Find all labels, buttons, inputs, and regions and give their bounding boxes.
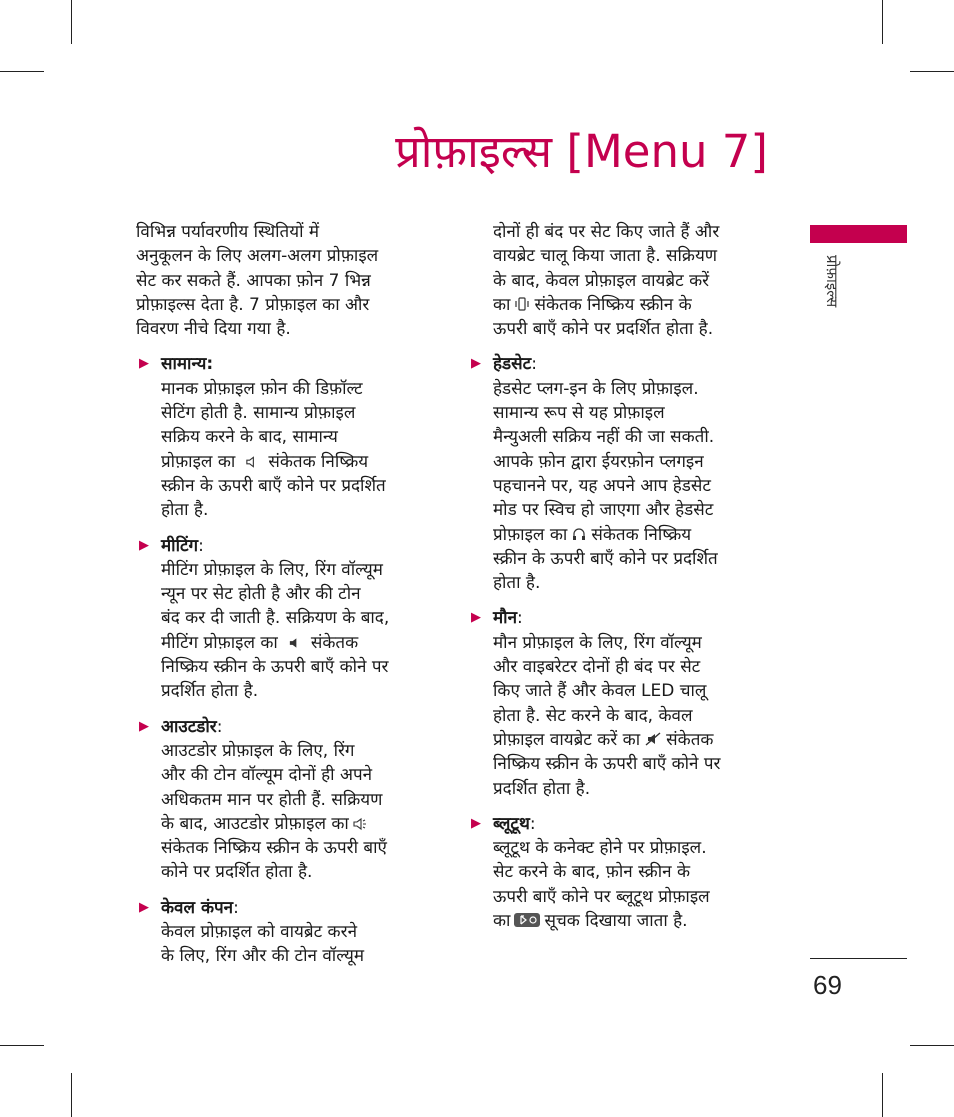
crop-mark <box>910 71 954 72</box>
section-tab-bar <box>810 225 907 243</box>
bluetooth-icon <box>514 912 540 928</box>
page-number: 69 <box>813 970 842 1000</box>
profile-name: केवल कंपन <box>161 897 234 918</box>
profile-name: ब्लूटूथ <box>493 813 530 834</box>
crop-mark <box>882 1073 883 1117</box>
headset-icon <box>571 526 587 542</box>
section-tab-label: प्रोफ़ाइल्स <box>823 255 841 308</box>
profile-name: सामान्य: <box>161 354 214 375</box>
bullet-arrow-icon: ▶ <box>139 356 149 372</box>
profile-entry-vibrate-only: ▶ केवल कंपन: केवल प्रोफ़ाइल को वायब्रेट करने के लिए, रिंग और की टोन वॉल्यूम <box>139 897 364 967</box>
profile-entry-vibrate-only-continued: दोनों ही बंद पर सेट किए जाते हैं और वायब्रेट चालू किया जाता है. सक्रियण के बाद, केवल प्रोफ़ाइल वायब्रेट करें का संकेतक निष्क्रिय स्क्रीन के ऊपरी बाएँ कोने पर प्रदर्शित होता है. <box>493 222 720 340</box>
crop-mark <box>0 71 44 72</box>
bullet-arrow-icon: ▶ <box>471 356 481 372</box>
profile-name: हेडसेट <box>493 354 532 375</box>
bullet-arrow-icon: ▶ <box>139 718 149 734</box>
crop-mark <box>882 0 883 44</box>
bullet-arrow-icon: ▶ <box>471 815 481 831</box>
profile-entry-bluetooth: ▶ ब्लूटूथ: ब्लूटूथ के कनेक्ट होने पर प्रोफ़ाइल. सेट करने के बाद, फ़ोन स्क्रीन के ऊपरी बाएँ कोने पर ब्लूटूथ प्रोफ़ाइल का सूचक दिखाया जाता है. <box>471 813 710 932</box>
profile-name: मौन <box>493 608 518 629</box>
silent-icon <box>644 731 662 747</box>
profile-entry-general: ▶ सामान्य: मानक प्रोफ़ाइल फ़ोन की डिफ़ॉल्ट सेटिंग होती है. सामान्य प्रोफ़ाइल सक्रिय करने के बाद, सामान्य प्रोफ़ाइल का संकेतक निष्क्रिय स्क्रीन के ऊपरी बाएँ कोने पर प्रदर्शित होता है. <box>139 354 386 521</box>
profile-name: मीटिंग <box>161 535 199 556</box>
profile-entry-headset: ▶ हेडसेट: हेडसेट प्लग-इन के लिए प्रोफ़ाइल. सामान्य रूप से यह प्रोफ़ाइल मैन्युअली सक्रिय नहीं की जा सकती. आपके फ़ोन द्वारा ईयरफ़ोन प्लगइन पहचानने पर, यह अपने आप हेडसेट मोड पर स्विच हो जाएगा और हेडसेट प्रोफ़ाइल का संकेतक निष्क्रिय स्क्रीन के ऊपरी बाएँ कोने पर प्रदर्शित होता है. <box>471 354 718 594</box>
crop-mark <box>910 1045 954 1046</box>
left-column <box>136 220 442 969</box>
bullet-arrow-icon: ▶ <box>471 610 481 626</box>
right-column <box>471 220 799 933</box>
crop-mark <box>71 0 72 44</box>
crop-mark <box>0 1045 44 1046</box>
page-title: प्रोफ़ाइल्स [Menu 7] <box>395 125 768 178</box>
profile-entry-outdoor: ▶ आउटडोर: आउटडोर प्रोफ़ाइल के लिए, रिंग और की टोन वॉल्यूम दोनों ही अपने अधिकतम मान पर होती हैं. सक्रियण के बाद, आउटडोर प्रोफ़ाइल का संकेतक निष्क्रिय स्क्रीन के ऊपरी बाएँ कोने पर प्रदर्शित होता है. <box>139 716 387 883</box>
profile-entry-silent: ▶ मौन: मौन प्रोफ़ाइल के लिए, रिंग वॉल्यूम और वाइबरेटर दोनों ही बंद पर सेट किए जाते हैं और केवल LED चालू होता है. सेट करने के बाद, केवल प्रोफ़ाइल वायब्रेट करें का संकेतक निष्क्रिय स्क्रीन के ऊपरी बाएँ कोने पर प्रदर्शित होता है. <box>471 608 721 799</box>
bullet-arrow-icon: ▶ <box>139 537 149 553</box>
bullet-arrow-icon: ▶ <box>139 899 149 915</box>
page-number-rule <box>810 958 907 959</box>
crop-mark <box>71 1073 72 1117</box>
speaker-icon <box>245 455 258 469</box>
profile-entry-meeting: ▶ मीटिंग: मीटिंग प्रोफ़ाइल के लिए, रिंग वॉल्यूम न्यून पर सेट होती है और की टोन बंद कर दी जाती है. सक्रियण के बाद, मीटिंग प्रोफ़ाइल का संकेतक निष्क्रिय स्क्रीन के ऊपरी बाएँ कोने पर प्रदर्शित होता है. <box>139 535 390 702</box>
vibrate-icon <box>514 296 530 312</box>
speaker-low-icon <box>288 636 301 650</box>
speaker-loud-icon <box>353 817 369 831</box>
intro-paragraph: विभिन्न पर्यावरणीय स्थितियों में अनुकूलन के लिए अलग-अलग प्रोफ़ाइल सेट कर सकते हैं. आपका फ़ोन 7 भिन्न प्रोफ़ाइल्स देता है. 7 प्रोफ़ाइल का और विवरण नीचे दिया गया है. <box>136 222 379 340</box>
profile-name: आउटडोर <box>161 716 217 737</box>
